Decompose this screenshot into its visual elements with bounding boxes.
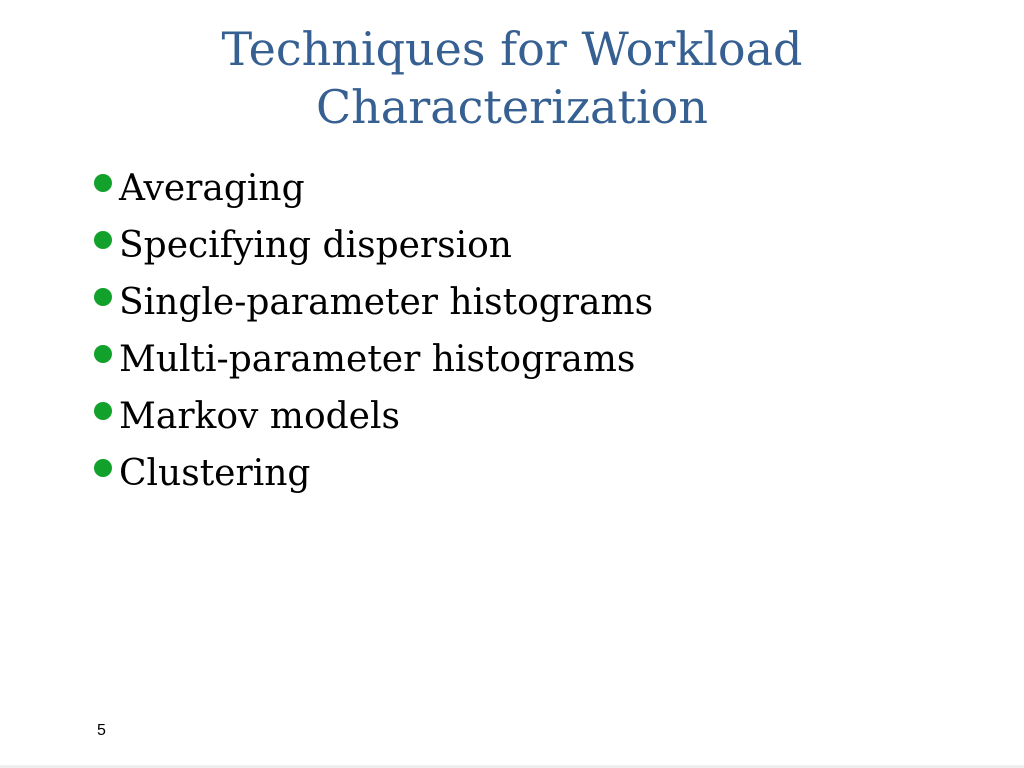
bullet-text: Clustering	[119, 453, 311, 494]
bullet-text: Single-parameter histograms	[119, 282, 654, 323]
bullet-list	[94, 164, 653, 506]
bullet-dot-icon	[94, 402, 112, 420]
bullet-text: Specifying dispersion	[119, 225, 512, 266]
bullet-text: Markov models	[119, 396, 400, 437]
bullet-item-markov-models	[94, 392, 653, 449]
slide-title	[0, 20, 1024, 136]
bullet-item-single-parameter-histograms	[94, 278, 653, 335]
bullet-dot-icon	[94, 231, 112, 249]
bullet-dot-icon	[94, 288, 112, 306]
bullet-item-averaging	[94, 164, 653, 221]
bullet-text: Averaging	[119, 168, 305, 209]
title-line-1: Techniques for Workload	[221, 22, 803, 76]
bullet-dot-icon	[94, 345, 112, 363]
page-number: 5	[97, 722, 106, 739]
bullet-dot-icon	[94, 174, 112, 192]
bullet-text: Multi-parameter histograms	[119, 339, 636, 380]
bullet-item-multi-parameter-histograms	[94, 335, 653, 392]
bullet-dot-icon	[94, 459, 112, 477]
bullet-item-clustering	[94, 449, 653, 506]
title-line-2: Characterization	[315, 80, 708, 134]
bullet-item-specifying-dispersion	[94, 221, 653, 278]
